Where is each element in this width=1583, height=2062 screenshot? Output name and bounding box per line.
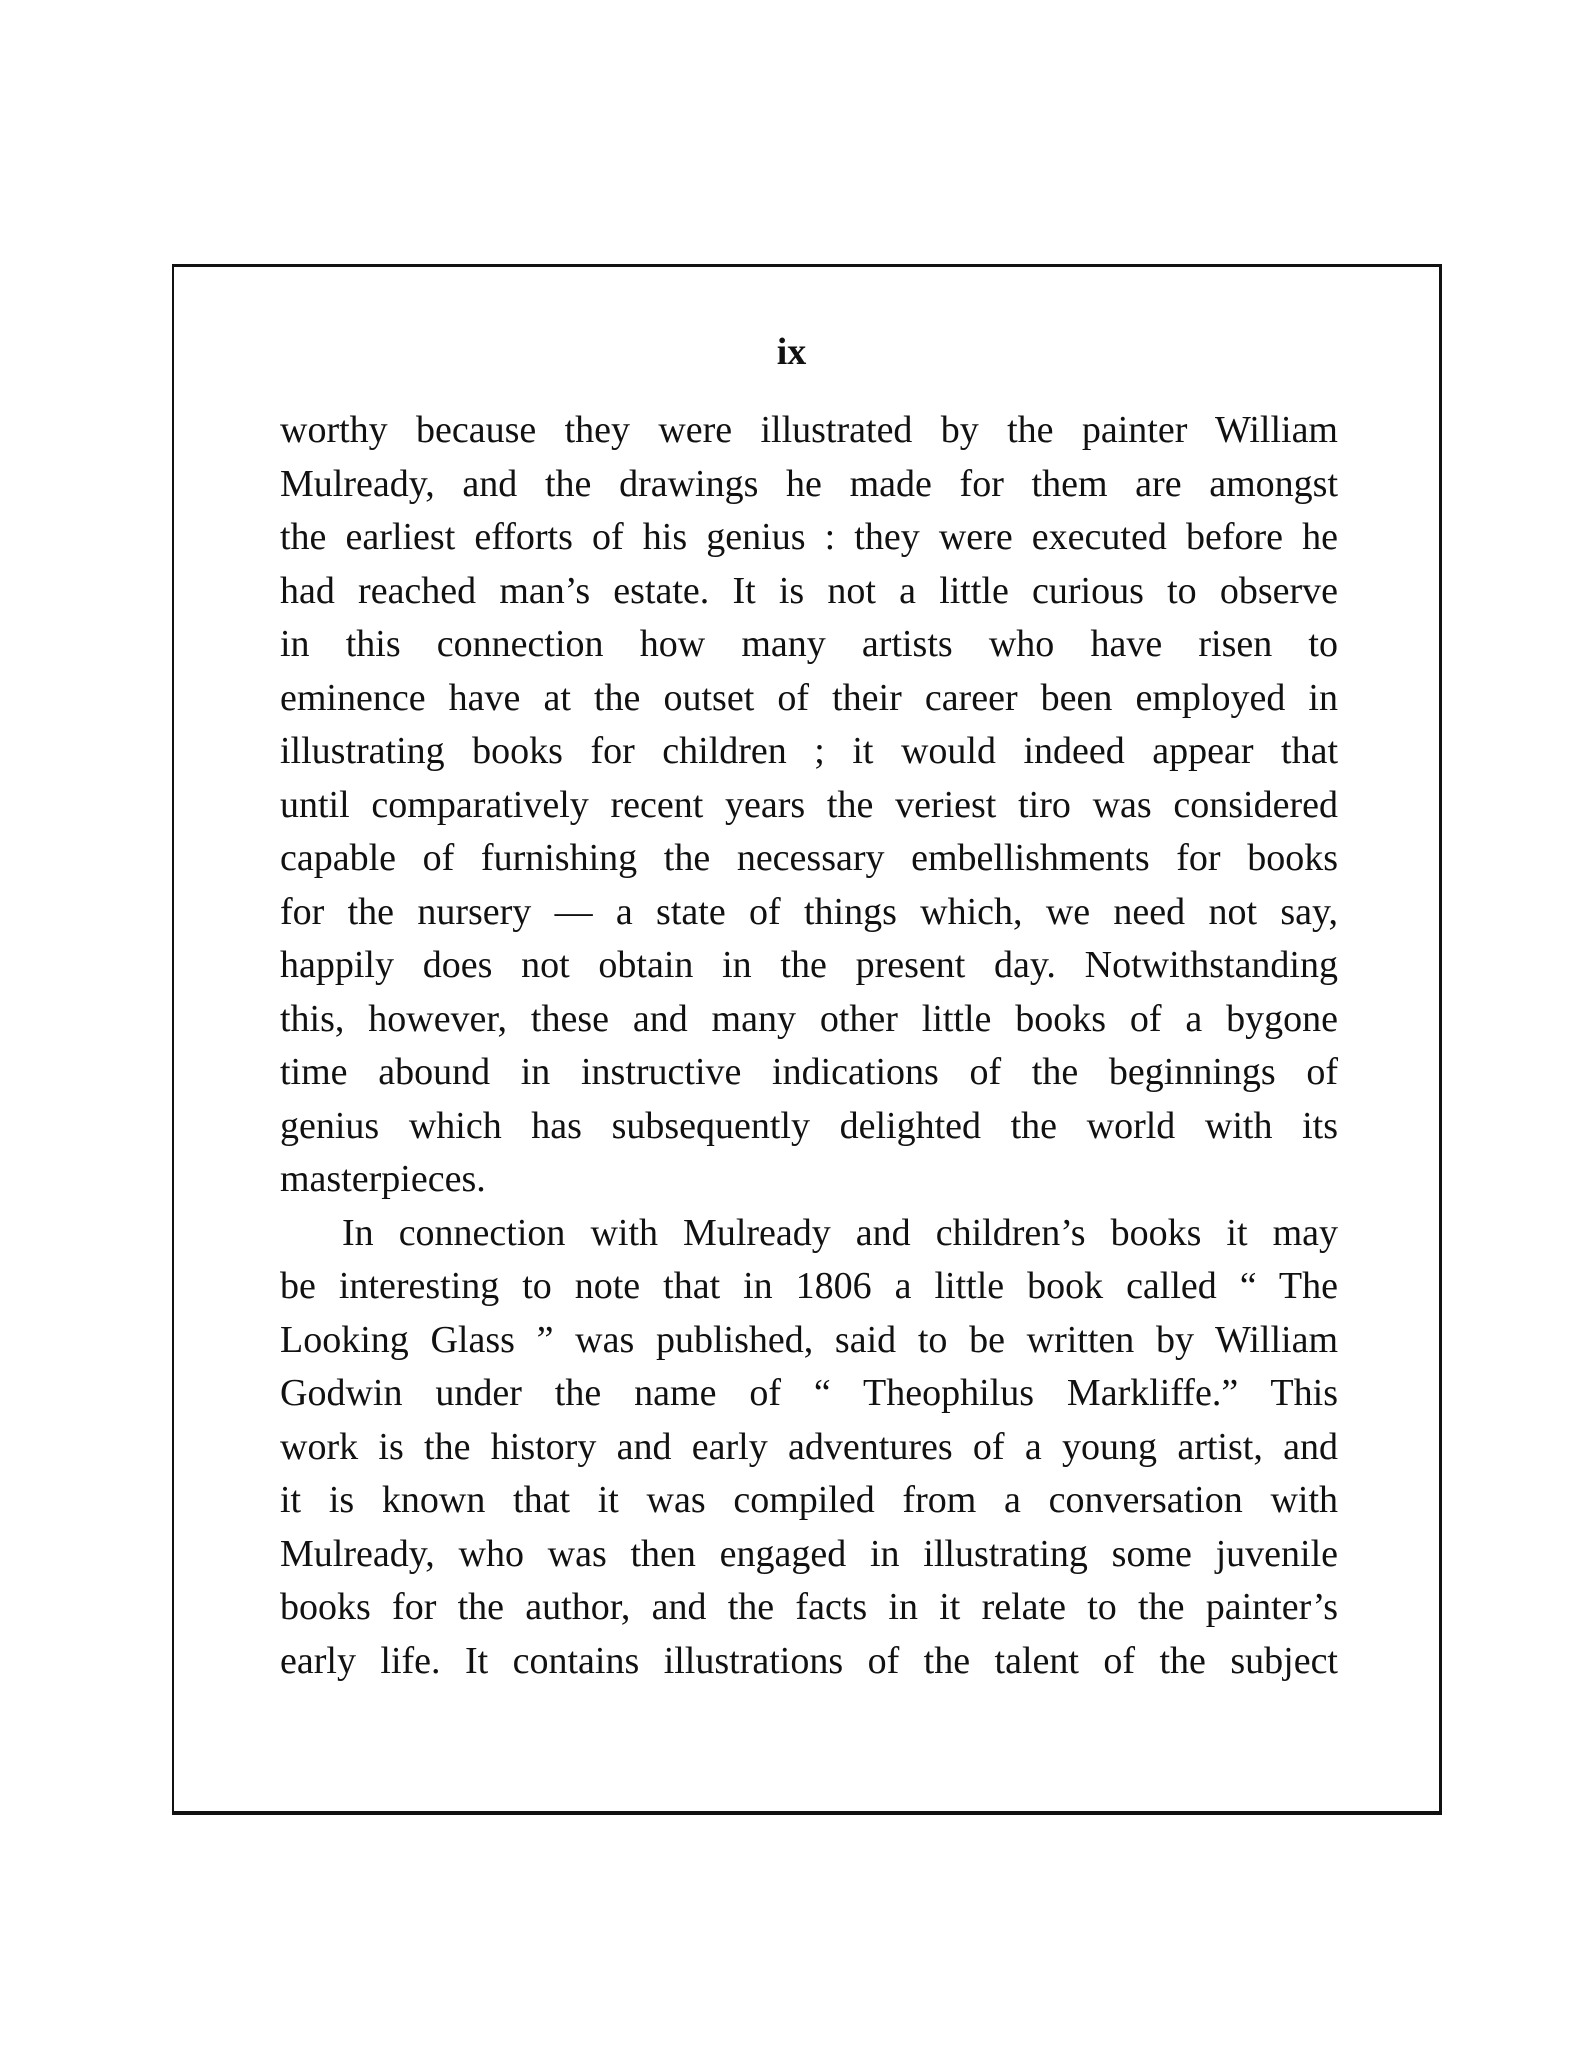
text-line: illustrating books for children ; it would indeed appear that	[280, 730, 1338, 772]
text-line: time abound in instructive indications of the beginnings of	[280, 1051, 1338, 1093]
text-line: capable of furnishing the necessary embellishments for books	[280, 837, 1338, 879]
text-line: Godwin under the name of “ Theophilus Markliffe.” This	[280, 1372, 1338, 1414]
page-number: ix	[776, 331, 807, 373]
text-line: genius which has subsequently delighted the world with its	[280, 1104, 1338, 1147]
text-line: in this connection how many artists who have risen to	[280, 623, 1338, 665]
text-line: Mulready, who was then engaged in illustrating some juvenile	[280, 1532, 1338, 1575]
text-line: be interesting to note that in 1806 a little book called “ The	[280, 1265, 1338, 1307]
text-line: happily does not obtain in the present day. Notwithstanding	[280, 944, 1338, 986]
text-line: this, however, these and many other little books of a bygone	[280, 997, 1338, 1040]
text-line: until comparatively recent years the veriest tiro was considered	[280, 783, 1338, 826]
text-line: masterpieces.	[280, 1158, 486, 1200]
body-text	[280, 404, 1338, 1688]
text-line: it is known that it was compiled from a conversation with	[280, 1479, 1338, 1521]
text-line: books for the author, and the facts in it relate to the painter’s	[280, 1586, 1338, 1628]
text-line: worthy because they were illustrated by the painter William	[280, 409, 1338, 451]
text-line: eminence have at the outset of their career been employed in	[280, 676, 1338, 719]
text-line: work is the history and early adventures of a young artist, and	[280, 1425, 1338, 1468]
text-line: had reached man’s estate. It is not a little curious to observe	[280, 569, 1338, 612]
text-line: Looking Glass ” was published, said to be written by William	[280, 1318, 1338, 1361]
text-line: the earliest efforts of his genius : they were executed before he	[280, 516, 1338, 558]
text-line: In connection with Mulready and children’s books it may	[342, 1211, 1338, 1254]
text-line: for the nursery — a state of things which, we need not say,	[280, 890, 1338, 933]
text-line: Mulready, and the drawings he made for them are amongst	[280, 462, 1338, 505]
text-line: early life. It contains illustrations of the talent of the subject	[280, 1639, 1338, 1682]
